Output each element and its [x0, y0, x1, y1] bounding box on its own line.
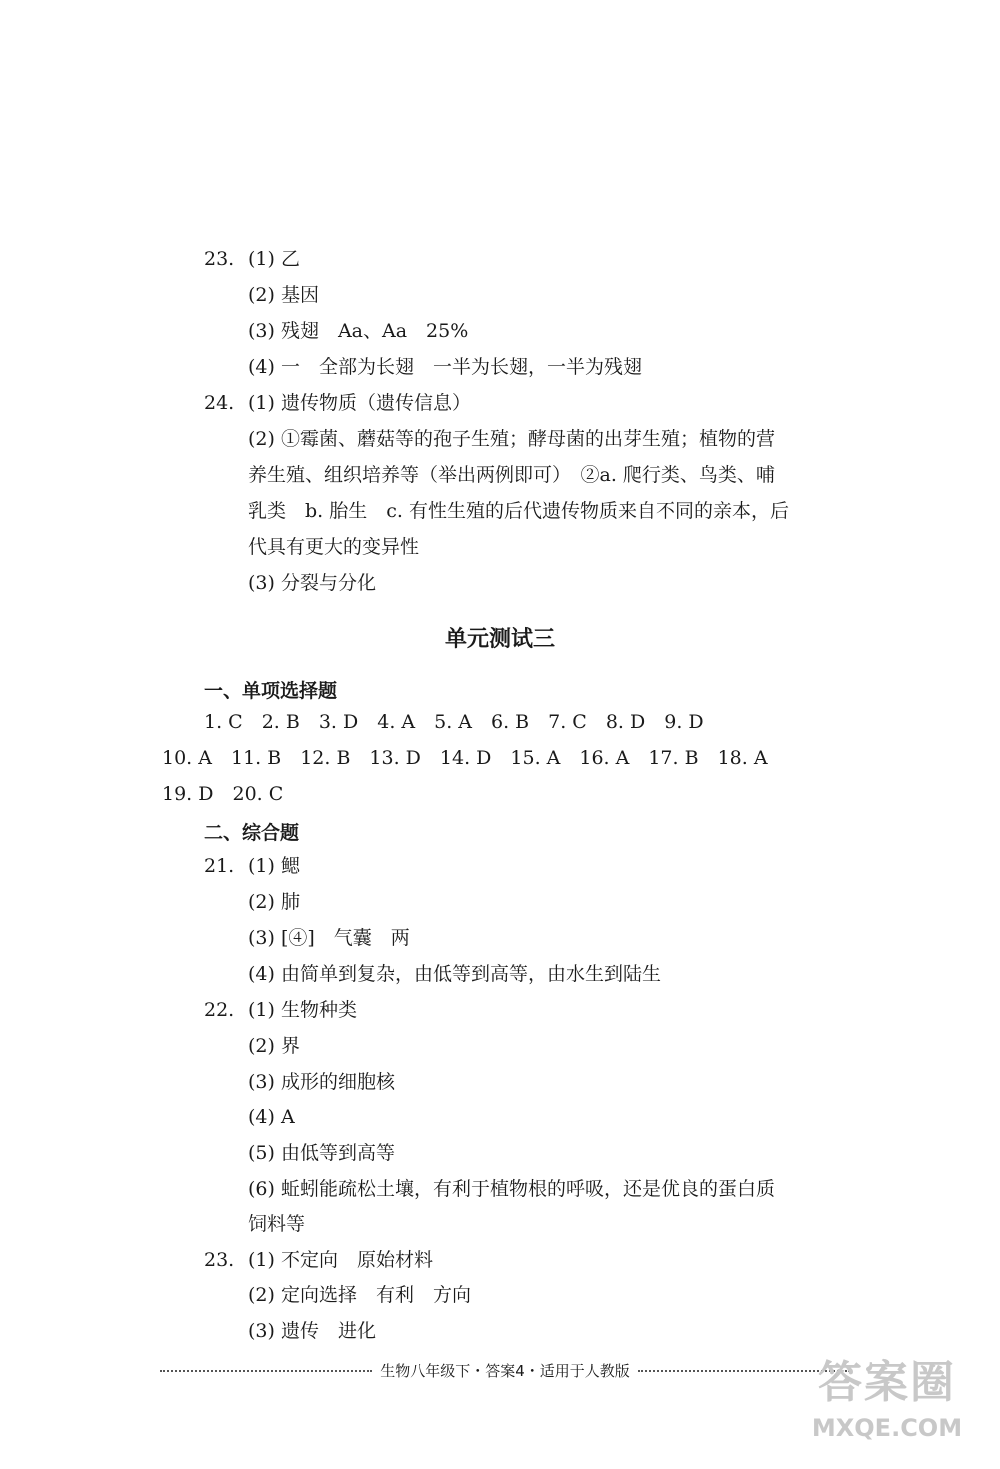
footer-text: 生物八年级下・答案4・适用于人教版 [380, 1362, 630, 1380]
q23-bottom-answer-1: (1) 不定向 原始材料 [248, 1249, 433, 1271]
q24-number: 24. [204, 392, 235, 414]
q22-answer-1: (1) 生物种类 [248, 999, 357, 1021]
page-footer [160, 1360, 850, 1381]
watermark-text: 答案圈 [818, 1357, 956, 1408]
footer-dotted-rule-left [160, 1370, 372, 1372]
q23-top-answer-1: (1) 乙 [248, 248, 300, 270]
q23-top-answer-4: (4) 一 全部为长翅 一半为长翅，一半为残翅 [248, 356, 642, 378]
section-single-choice: 一、单项选择题 [204, 680, 338, 702]
section-comprehensive: 二、综合题 [204, 822, 300, 844]
q24-answer-1: (1) 遗传物质（遗传信息） [248, 392, 471, 414]
q22-number: 22. [204, 999, 235, 1021]
q24-answer-3: (3) 分裂与分化 [248, 572, 376, 594]
q23-bottom-line-1 [204, 1248, 433, 1272]
q24-line-1 [204, 391, 471, 415]
q22-answer-5: (5) 由低等到高等 [248, 1142, 395, 1164]
q22-answer-6-line-1: (6) 蚯蚓能疏松土壤，有利于植物根的呼吸，还是优良的蛋白质 [248, 1178, 775, 1200]
mc-row-3: 19. D 20. C [162, 783, 284, 805]
q23-bottom-answer-2: (2) 定向选择 有利 方向 [248, 1284, 471, 1306]
mc-row-1: 1. C 2. B 3. D 4. A 5. A 6. B 7. C 8. D 9. D [204, 711, 704, 733]
q23-bottom-answer-3: (3) 遗传 进化 [248, 1320, 376, 1342]
q24-answer-2-line-1: (2) ①霉菌、蘑菇等的孢子生殖；酵母菌的出芽生殖；植物的营 [248, 428, 775, 450]
watermark-url: MXQE.COM [811, 1414, 963, 1442]
q21-answer-2: (2) 肺 [248, 891, 300, 913]
q23-top-line-1 [204, 247, 300, 271]
q22-answer-6-line-2: 饲料等 [248, 1213, 306, 1235]
q21-answer-4: (4) 由简单到复杂，由低等到高等，由水生到陆生 [248, 963, 661, 985]
q21-answer-3: (3) [④] 气囊 两 [248, 927, 410, 949]
q24-answer-2-line-4: 代具有更大的变异性 [248, 536, 420, 558]
q21-line-1 [204, 854, 300, 878]
unit-title: 单元测试三 [444, 627, 555, 652]
q22-answer-4: (4) A [248, 1106, 295, 1128]
q22-line-1 [204, 998, 357, 1022]
q23-top-answer-2: (2) 基因 [248, 284, 319, 306]
q22-answer-2: (2) 界 [248, 1035, 300, 1057]
watermark-logo [792, 1353, 982, 1463]
q24-answer-2-line-3: 乳类 b. 胎生 c. 有性生殖的后代遗传物质来自不同的亲本，后 [248, 500, 789, 522]
q24-answer-2-line-2: 养生殖、组织培养等（举出两例即可） ②a. 爬行类、鸟类、哺 [248, 464, 775, 486]
mc-row-2: 10. A 11. B 12. B 13. D 14. D 15. A 16. A 17. B 18. A [162, 747, 768, 769]
q23-top-answer-3: (3) 残翅 Aa、Aa 25% [248, 320, 469, 342]
q23-bottom-number: 23. [204, 1249, 235, 1271]
q22-answer-3: (3) 成形的细胞核 [248, 1071, 395, 1093]
q21-number: 21. [204, 855, 235, 877]
q23-top-number: 23. [204, 248, 235, 270]
q21-answer-1: (1) 鳃 [248, 855, 300, 877]
